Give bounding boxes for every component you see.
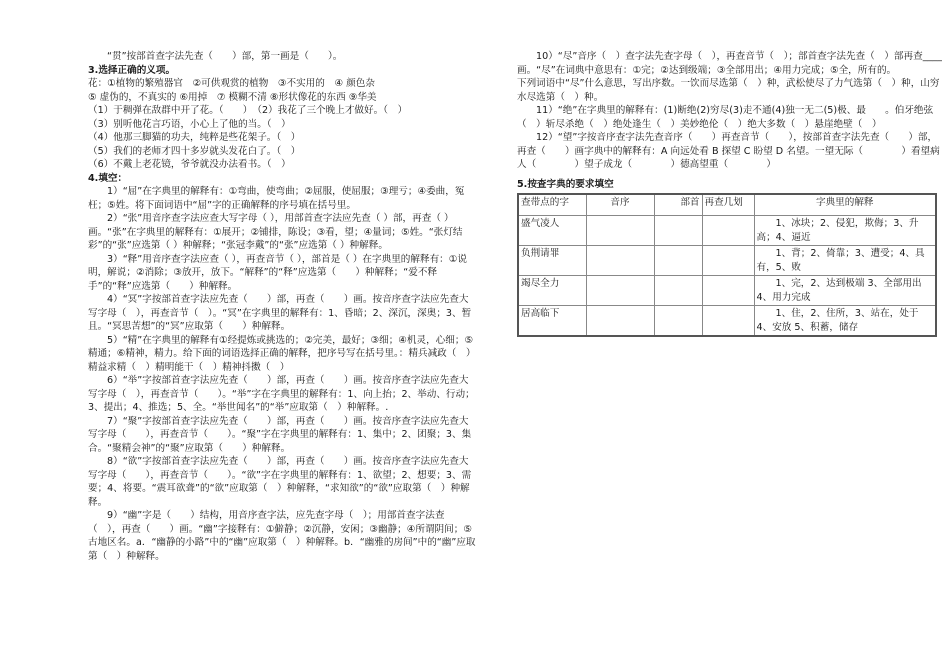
- intro-line: “贯”按部首查字法先查（ ）部，第一画是（ ）。: [107, 51, 343, 62]
- sec3-line: （5）我们的老师才四十多岁就头发花白了。（ ）: [88, 145, 301, 157]
- table-cell-definition: 1、背；2、倚靠；3、遭受；4、具有，5、败: [754, 246, 936, 276]
- item-10: 10）“尽”音序（ ）查字法先查字母（ ），再查音节（ ）；部首查字法先查（ ）部再查____画。“尽”在词典中意思有：①完；②达到级端；③全部用出；④用力完成；⑤全，所有的。: [517, 51, 942, 76]
- table-cell-word: 盛气凌人: [518, 216, 586, 246]
- table-header-cell: 再查几划: [702, 194, 754, 216]
- table-header-cell: 部首: [654, 194, 702, 216]
- sec4-item: 6）“举”字按部首查字法应先查（ ）部，再查（ ）画。按音序查字法应先查大写字母（ ），再查音节（ ）。“举”字在字典里的解释有：1、向上抬；2、举动、行动；3、提出；4、推选；5、全。“举世闻名”的“举”应取第（ ）种解释。.: [88, 375, 475, 413]
- section-5-title: 5.按查字典的要求填空: [517, 178, 614, 190]
- sec3-line: （3）别听他花言巧语，小心上了他的当。（ ）: [88, 118, 291, 130]
- table-row: [518, 246, 936, 276]
- table-cell-input: [586, 216, 654, 246]
- item-11: 11）“绝”在字典里的解释有：(1)断绝(2)穷尽(3)走不通(4)独一无二(5)极、最 。伯牙绝弦（ ）斩尽杀绝（ ）绝处逢生（ ）美妙绝伦（ ）绝大多数（ ）悬崖绝壁（ ）: [517, 105, 934, 130]
- sec4-item: 8）“欲”字按部首查字法应先查（ ）部，再查（ ）画。按音序查字法应先查大写字母（ ），再查音节（ ）。“欲”字在字典里的解释有：1、欲望；2、想要；3、需要；4、将要。“震耳欲聋”的“欲”应取第（ ）种解释，“求知欲”的“欲”应取第（ ）种解释。: [88, 456, 472, 508]
- table-cell-word: 竭尽全力: [518, 276, 586, 306]
- sec3-line: （6）不戴上老花镜，爷爷就没办法看书。（ ）: [88, 159, 291, 170]
- table-cell-input: [654, 216, 702, 246]
- table-cell-input: [702, 246, 754, 276]
- right-column: [517, 50, 942, 337]
- sec4-item: 9）“幽”字是（ ）结构，用音序查字法，应先查字母（ ）；用部首查字法查（ ），再查（ ）画。“幽”字接释有：①僻静；②沉静，安闲；③幽静；④所谓阴间；⑤古地区名。a．“幽静的小路”中的“幽”应取第（ ）种解释。b．“幽雅的房间”中的“幽”应取第（ ）种解释。: [88, 510, 476, 562]
- table-cell-word: 负荆请罪: [518, 246, 586, 276]
- table-cell-word: 居高临下: [518, 306, 586, 337]
- table-header-row: [518, 194, 936, 216]
- table-cell-definition: 1、住，2、住所，3、站在，处于 4、安放 5、积蓄，储存: [754, 306, 936, 337]
- table-row: [518, 306, 936, 337]
- sec4-item: 5）“精”在字典里的解释有①经提炼或挑选的；②完美，最好；③细；④机灵，心细；⑤精通；⑥精神，精力。给下面的词语选择正确的解释，把序号写在括号里。：精兵减政（ ）精益求精（ ）精明能干（ ）精神抖擞（ ）: [88, 334, 476, 373]
- table-header-cell: 字典里的解释: [754, 194, 936, 216]
- table-cell-input: [654, 276, 702, 306]
- sec3-line: 花：①植物的繁殖器官 ②可供观赏的植物 ③不实用的 ④ 颜色杂: [88, 78, 375, 89]
- left-column: [88, 50, 476, 563]
- table-cell-input: [586, 276, 654, 306]
- section-3-body: [88, 77, 476, 172]
- table-row: [518, 216, 936, 246]
- table-header-cell: 查带点的字: [518, 194, 586, 216]
- table-cell-input: [702, 306, 754, 337]
- table-cell-definition: 1、完，2、达到极端 3、全部用出 4、用力完成: [754, 276, 936, 306]
- table-cell-input: [586, 246, 654, 276]
- sec3-line: ⑤ 虚伪的，不真实的 ⑥用掉 ⑦ 模糊不清 ⑧形状像花的东西 ⑨华美: [88, 91, 377, 103]
- section-3-title: 3.选择正确的义项。: [88, 64, 176, 76]
- table-header-cell: 音序: [586, 194, 654, 216]
- table-cell-input: [654, 246, 702, 276]
- item-12: 12）“望”字按音序查字法先查音序（ ）再查音节（ ），按部首查字法先查（ ）部，再查（ ）画字典中的解释有：A 向远处看 B 探望 C 盼望 D 名望。一望无际（ ）看望病人（ ）望子成龙（ ）德高望重（ ）: [517, 132, 940, 170]
- sec4-item: 4）“冥”字按部首查字法应先查（ ）部，再查（ ）画。按音序查字法应先查大写字母（ ），再查音节（ ）。“冥”在字典里的解释有：1、昏暗；2、深沉，深奥；3、暂且。“冥思苦想”的“冥”应取第（ ）种解释。: [88, 294, 472, 332]
- section-4-body: [88, 185, 476, 563]
- table-cell-input: [702, 276, 754, 306]
- table-row: [518, 276, 936, 306]
- sec4-item: 1）“屈”在字典里的解释有：①弯曲，使弯曲；②屈服，使屈服；③理亏；④委曲，冤枉；⑤姓。将下面词语中“屈”字的正确解释的序号填在括号里。: [88, 186, 465, 211]
- sec3-line: （1）于稠弹在敌群中开了花。（ ） （2）我花了三个晚上才做好。（ ）: [88, 105, 408, 116]
- sec4-item: 7）“聚”字按部首查字法应先查（ ）部，再查（ ）画。按音序查字法应先查大写字母（ ），再查音节（ ）。“聚”字在字典里的解释有：1、集中；2、团聚；3、集合。“聚精会神”的“聚”应取第（ ）种解释。: [88, 415, 472, 454]
- table-cell-definition: 1、冰块；2、侵犯，欺侮；3、升高；4、逼近: [754, 216, 936, 246]
- item-10-followup: 下列词语中“尽”什么意思，写出序数。一饮而尽选第（ ）种，武松使尽了力气选第（ ）种，山穷水尽选第（ ）种。: [517, 78, 940, 103]
- dictionary-table: [517, 193, 937, 337]
- sec3-line: （4）他那三脚猫的功夫，纯粹是些花架子。（ ）: [88, 132, 301, 143]
- table-cell-input: [586, 306, 654, 337]
- table-cell-input: [654, 306, 702, 337]
- sec4-item: 3）“释”用音序查字法应查（ ），再查音节（ ），部首是（ ）在字典里的解释有：①说明，解说；②消除；③放开，放下。“解释”的“释”应选第（ ）种解释；“爱不释手”的“释”应选第（ ）种解释。: [88, 253, 467, 292]
- section-4-title: 4.填空：: [88, 172, 128, 184]
- sec4-item: 2）“张”用音序查字法应查大写字母（ ），用部首查字法应先查（ ）部，再查（ ）画。“张”在字典里的解释有：①展开；②铺排，陈设；③看，望；④量词；⑤姓。“张灯结彩”的“张”应选第（ ）种解释；“张冠李戴”的“张”应选第（ ）种解释。: [88, 213, 463, 251]
- table-cell-input: [702, 216, 754, 246]
